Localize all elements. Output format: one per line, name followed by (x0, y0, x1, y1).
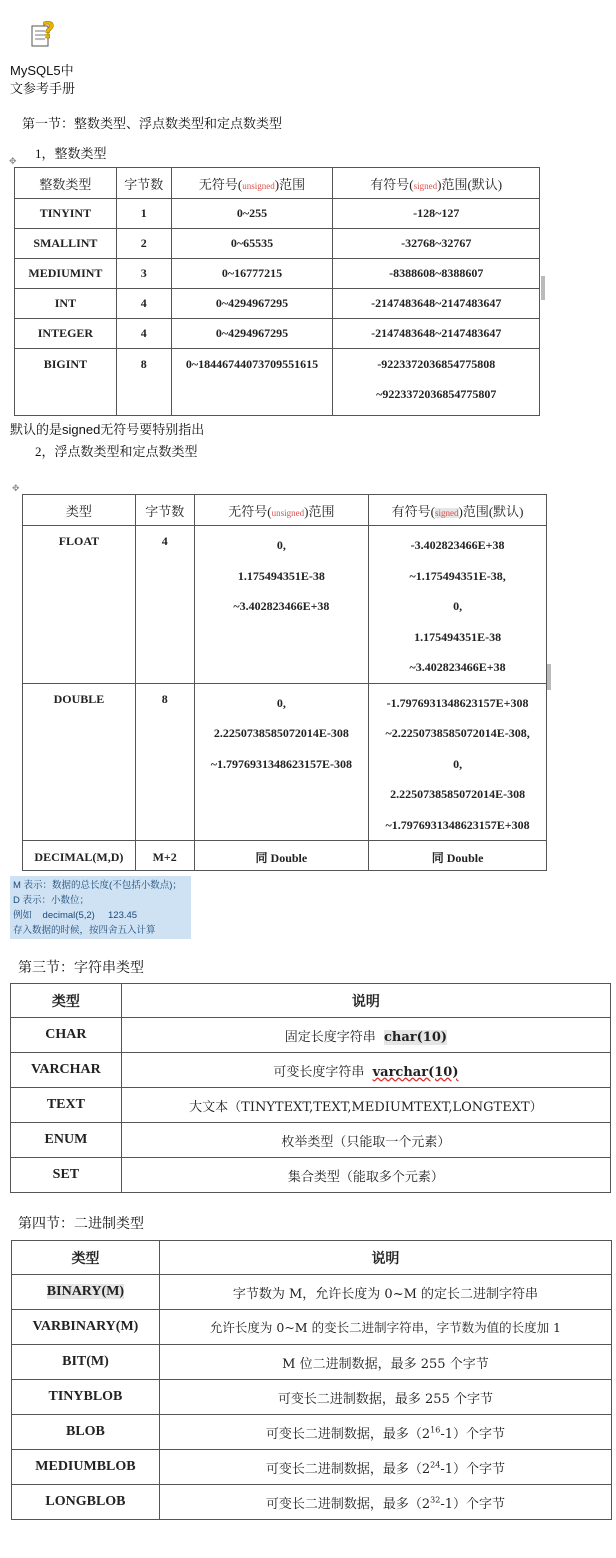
type-cell: ENUM (11, 1123, 122, 1158)
signed-cell: -3.402823466E+38 ~1.175494351E-38, 0, 1.175494351E-38 ~3.402823466E+38 (369, 526, 547, 684)
desc-cell: 可变长二进制数据，最多 255 个字节 (159, 1380, 611, 1415)
unsigned-cell: 0~16777215 (171, 259, 333, 289)
bytes-cell: 3 (116, 259, 171, 289)
table-row (15, 319, 540, 349)
header-desc: 说明 (159, 1241, 611, 1275)
bytes-cell: 8 (135, 683, 194, 841)
info-line: M 表示：数据的总长度(不包括小数点)； (13, 880, 182, 891)
bytes-cell: M+2 (135, 841, 194, 871)
bytes-cell: 8 (116, 349, 171, 416)
unsigned-cell: 0~4294967295 (171, 319, 333, 349)
table-row (12, 1485, 612, 1520)
doc-title-line1: MySQL5中 (10, 63, 74, 78)
header-bytes: 字节数 (135, 495, 194, 526)
table-move-handle-icon[interactable]: ✥ (12, 484, 20, 494)
table-row (11, 1158, 611, 1193)
binary-types-table (11, 1240, 612, 1520)
type-cell: DECIMAL(M,D) (23, 841, 136, 871)
table-row (12, 1450, 612, 1485)
bytes-cell: 4 (135, 526, 194, 684)
type-cell: FLOAT (23, 526, 136, 684)
signed-cell: -128~127 (333, 199, 540, 229)
decimal-info-box (10, 876, 191, 939)
table-row (23, 683, 547, 841)
desc-cell: 枚举类型（只能取一个元素） (121, 1123, 610, 1158)
string-types-table (10, 983, 611, 1193)
unsigned-cell: 0, 2.2250738585072014E-308 ~1.7976931348623157E-308 (194, 683, 369, 841)
table-row (15, 199, 540, 229)
type-cell: SMALLINT (15, 229, 117, 259)
type-cell: CHAR (11, 1018, 122, 1053)
unsigned-cell: 0~255 (171, 199, 333, 229)
integer-types-table (14, 167, 540, 416)
header-bytes: 字节数 (116, 168, 171, 199)
table-row (12, 1275, 612, 1310)
float-types-table (22, 494, 547, 871)
help-document-icon (30, 18, 58, 48)
desc-cell: 集合类型（能取多个元素） (121, 1158, 610, 1193)
header-unsigned-range: 无符号(unsigned)范围 (171, 168, 333, 199)
type-cell: VARCHAR (11, 1053, 122, 1088)
type-cell: MEDIUMINT (15, 259, 117, 289)
type-cell: TEXT (11, 1088, 122, 1123)
header-type: 类型 (23, 495, 136, 526)
desc-cell: 可变长度字符串 varchar(10) (121, 1053, 610, 1088)
section1-heading: 第一节：整数类型、浮点数类型和定点数类型 (22, 116, 283, 131)
table-row (11, 1088, 611, 1123)
desc-cell: 可变长二进制数据，最多$(2^{24}-1)$个字节 (159, 1450, 611, 1485)
signed-cell: -2147483648~2147483647 (333, 289, 540, 319)
section1-sub2: 2，浮点数类型和定点数类型 (35, 444, 198, 459)
table-row (11, 1123, 611, 1158)
signed-cell: -1.7976931348623157E+308 ~2.2250738585072014E-308, 0, 2.2250738585072014E-308 ~1.7976931348623157E+308 (369, 683, 547, 841)
header-type: 类型 (11, 984, 122, 1018)
header-integer-type: 整数类型 (15, 168, 117, 199)
doc-title-line2: 文参考手册 (10, 81, 76, 96)
type-cell: INTEGER (15, 319, 117, 349)
bytes-cell: 1 (116, 199, 171, 229)
header-type: 类型 (12, 1241, 160, 1275)
bytes-cell: 2 (116, 229, 171, 259)
bytes-cell: 4 (116, 289, 171, 319)
desc-cell: 固定长度字符串 char(10) (121, 1018, 610, 1053)
header-signed-range: 有符号(signed)范围(默认) (333, 168, 540, 199)
section4-heading: 第四节：二进制类型 (18, 1217, 144, 1232)
type-cell: BIT(M) (12, 1345, 160, 1380)
type-cell: TINYINT (15, 199, 117, 229)
type-cell: TINYBLOB (12, 1380, 160, 1415)
unsigned-cell: 0~65535 (171, 229, 333, 259)
table-resize-handle[interactable] (547, 664, 551, 690)
table-row (12, 1415, 612, 1450)
info-line: 存入数据的时候，按四舍五入计算 (13, 925, 156, 936)
table-row (15, 289, 540, 319)
signed-cell: -8388608~8388607 (333, 259, 540, 289)
table-move-handle-icon[interactable]: ✥ (9, 157, 17, 167)
table-row (15, 349, 540, 416)
signed-cell: -9223372036854775808 ~9223372036854775807 (333, 349, 540, 416)
desc-cell: 可变长二进制数据，最多$(2^{16}-1)$个字节 (159, 1415, 611, 1450)
table-row (15, 259, 540, 289)
table-row (11, 1018, 611, 1053)
desc-cell: 可变长二进制数据，最多$(2^{32}-1)$个字节 (159, 1485, 611, 1520)
signed-cell: 同 Double (369, 841, 547, 871)
table-row (11, 1053, 611, 1088)
desc-cell: M 位二进制数据，最多 255 个字节 (159, 1345, 611, 1380)
info-line: D 表示：小数位； (13, 895, 90, 906)
unsigned-cell: 0~18446744073709551615 (171, 349, 333, 416)
unsigned-cell: 0, 1.175494351E-38 ~3.402823466E+38 (194, 526, 369, 684)
type-cell: SET (11, 1158, 122, 1193)
bytes-cell: 4 (116, 319, 171, 349)
table-row (12, 1310, 612, 1345)
signed-cell: -32768~32767 (333, 229, 540, 259)
desc-cell: 允许长度为 0~M 的变长二进制字符串，字节数为值的长度加 1 (159, 1310, 611, 1345)
header-desc: 说明 (121, 984, 610, 1018)
type-cell: LONGBLOB (12, 1485, 160, 1520)
table-row (23, 841, 547, 871)
unsigned-cell: 同 Double (194, 841, 369, 871)
table-row (12, 1380, 612, 1415)
table-row (23, 526, 547, 684)
table-row (15, 229, 540, 259)
type-cell: BINARY(M) (12, 1275, 160, 1310)
type-cell: VARBINARY(M) (12, 1310, 160, 1345)
section3-heading: 第三节：字符串类型 (18, 961, 144, 976)
type-cell: INT (15, 289, 117, 319)
desc-cell: 大文本（TINYTEXT,TEXT,MEDIUMTEXT,LONGTEXT） (121, 1088, 610, 1123)
svg-text:?: ? (42, 19, 55, 44)
type-cell: BIGINT (15, 349, 117, 416)
header-unsigned-range: 无符号(unsigned)范围 (194, 495, 369, 526)
type-cell: DOUBLE (23, 683, 136, 841)
type-cell: BLOB (12, 1415, 160, 1450)
section1-sub1: 1，整数类型 (35, 146, 107, 161)
header-signed-range: 有符号(signed)范围(默认) (369, 495, 547, 526)
table-row (12, 1345, 612, 1380)
type-cell: MEDIUMBLOB (12, 1450, 160, 1485)
unsigned-cell: 0~4294967295 (171, 289, 333, 319)
info-line: 例如 decimal(5,2) 123.45 (13, 910, 138, 921)
table-resize-handle[interactable] (541, 276, 545, 300)
signed-cell: -2147483648~2147483647 (333, 319, 540, 349)
desc-cell: 字节数为 M，允许长度为 0~M 的定长二进制字符串 (159, 1275, 611, 1310)
signed-default-note: 默认的是signed无符号要特别指出 (10, 422, 205, 437)
